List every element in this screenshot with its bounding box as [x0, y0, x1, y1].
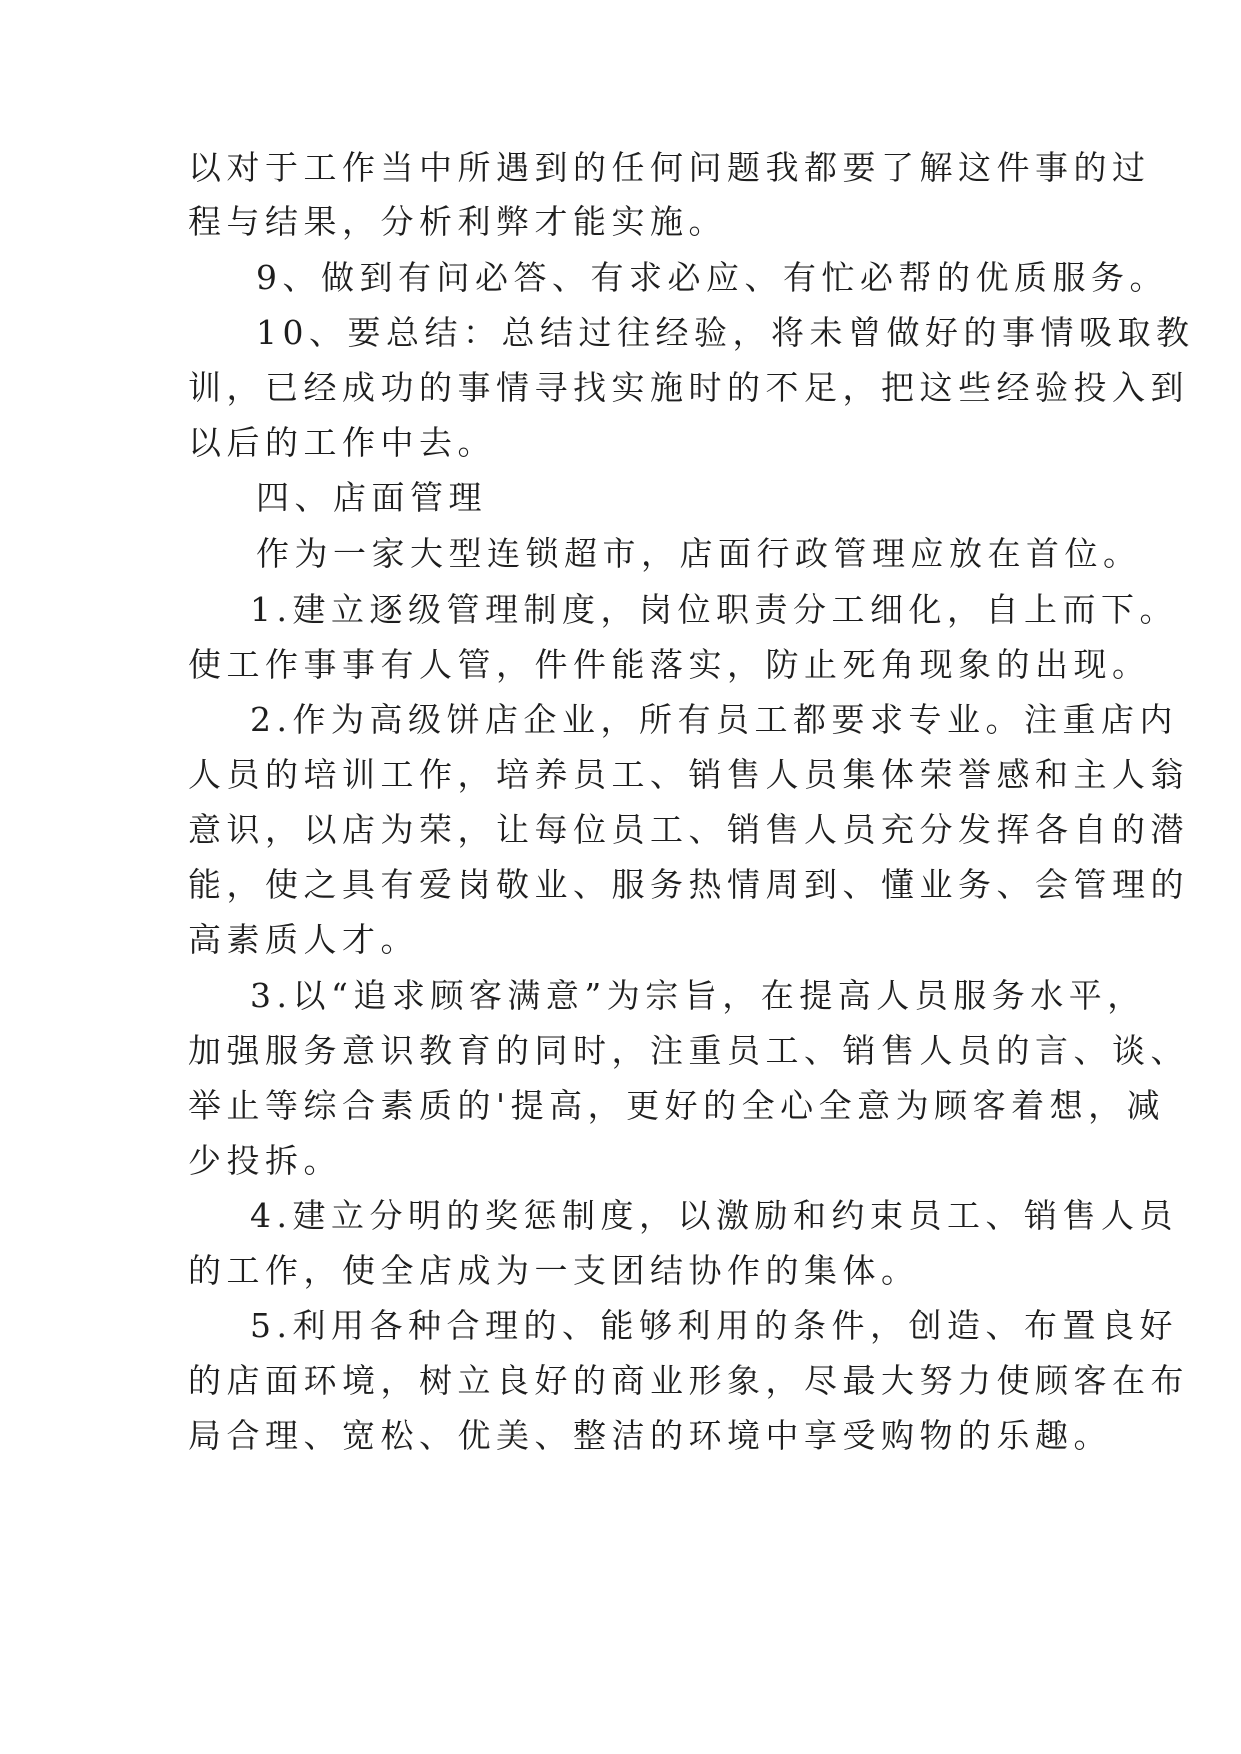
- text-line: 训，已经成功的事情寻找实施时的不足，把这些经验投入到: [188, 368, 1189, 407]
- text-line: 程与结果，分析利弊才能实施。: [188, 202, 727, 241]
- list-item-2: 2.作为高级饼店企业，所有员工都要求专业。注重店内: [250, 700, 1178, 739]
- text-line: 的工作，使全店成为一支团结协作的集体。: [188, 1251, 920, 1290]
- text-line: 意识，以店为荣，让每位员工、销售人员充分发挥各自的潜: [188, 810, 1189, 849]
- list-item-1: 1.建立逐级管理制度，岗位职责分工细化，自上而下。: [250, 590, 1178, 629]
- list-item-5: 5.利用各种合理的、能够利用的条件，创造、布置良好: [250, 1306, 1178, 1345]
- text-line: 举止等综合素质的'提高，更好的全心全意为顾客着想，减: [188, 1086, 1166, 1125]
- text-line: 使工作事事有人管，件件能落实，防止死角现象的出现。: [188, 645, 1151, 684]
- text-line: 加强服务意识教育的同时，注重员工、销售人员的言、谈、: [188, 1031, 1189, 1070]
- list-item-3: 3.以“追求顾客满意”为宗旨，在提高人员服务水平，: [250, 976, 1146, 1015]
- text-line: 少投拆。: [188, 1141, 342, 1180]
- paragraph-intro: 作为一家大型连锁超市，店面行政管理应放在首位。: [256, 534, 1142, 573]
- text-line: 能，使之具有爱岗敬业、服务热情周到、懂业务、会管理的: [188, 865, 1189, 904]
- list-item-4: 4.建立分明的奖惩制度，以激励和约束员工、销售人员: [250, 1196, 1178, 1235]
- list-item-9: 9、做到有问必答、有求必应、有忙必帮的优质服务。: [256, 258, 1168, 297]
- section-heading: 四、店面管理: [256, 478, 487, 517]
- text-line: 以后的工作中去。: [188, 423, 496, 462]
- text-line: 人员的培训工作，培养员工、销售人员集体荣誉感和主人翁: [188, 755, 1189, 794]
- text-line: 局合理、宽松、优美、整洁的环境中享受购物的乐趣。: [188, 1416, 1112, 1455]
- text-line: 高素质人才。: [188, 920, 419, 959]
- text-line: 的店面环境，树立良好的商业形象，尽最大努力使顾客在布: [188, 1361, 1189, 1400]
- list-item-10: 10、要总结：总结过往经验，将未曾做好的事情吸取教: [256, 313, 1195, 352]
- text-line: 以对于工作当中所遇到的任何问题我都要了解这件事的过: [188, 148, 1151, 187]
